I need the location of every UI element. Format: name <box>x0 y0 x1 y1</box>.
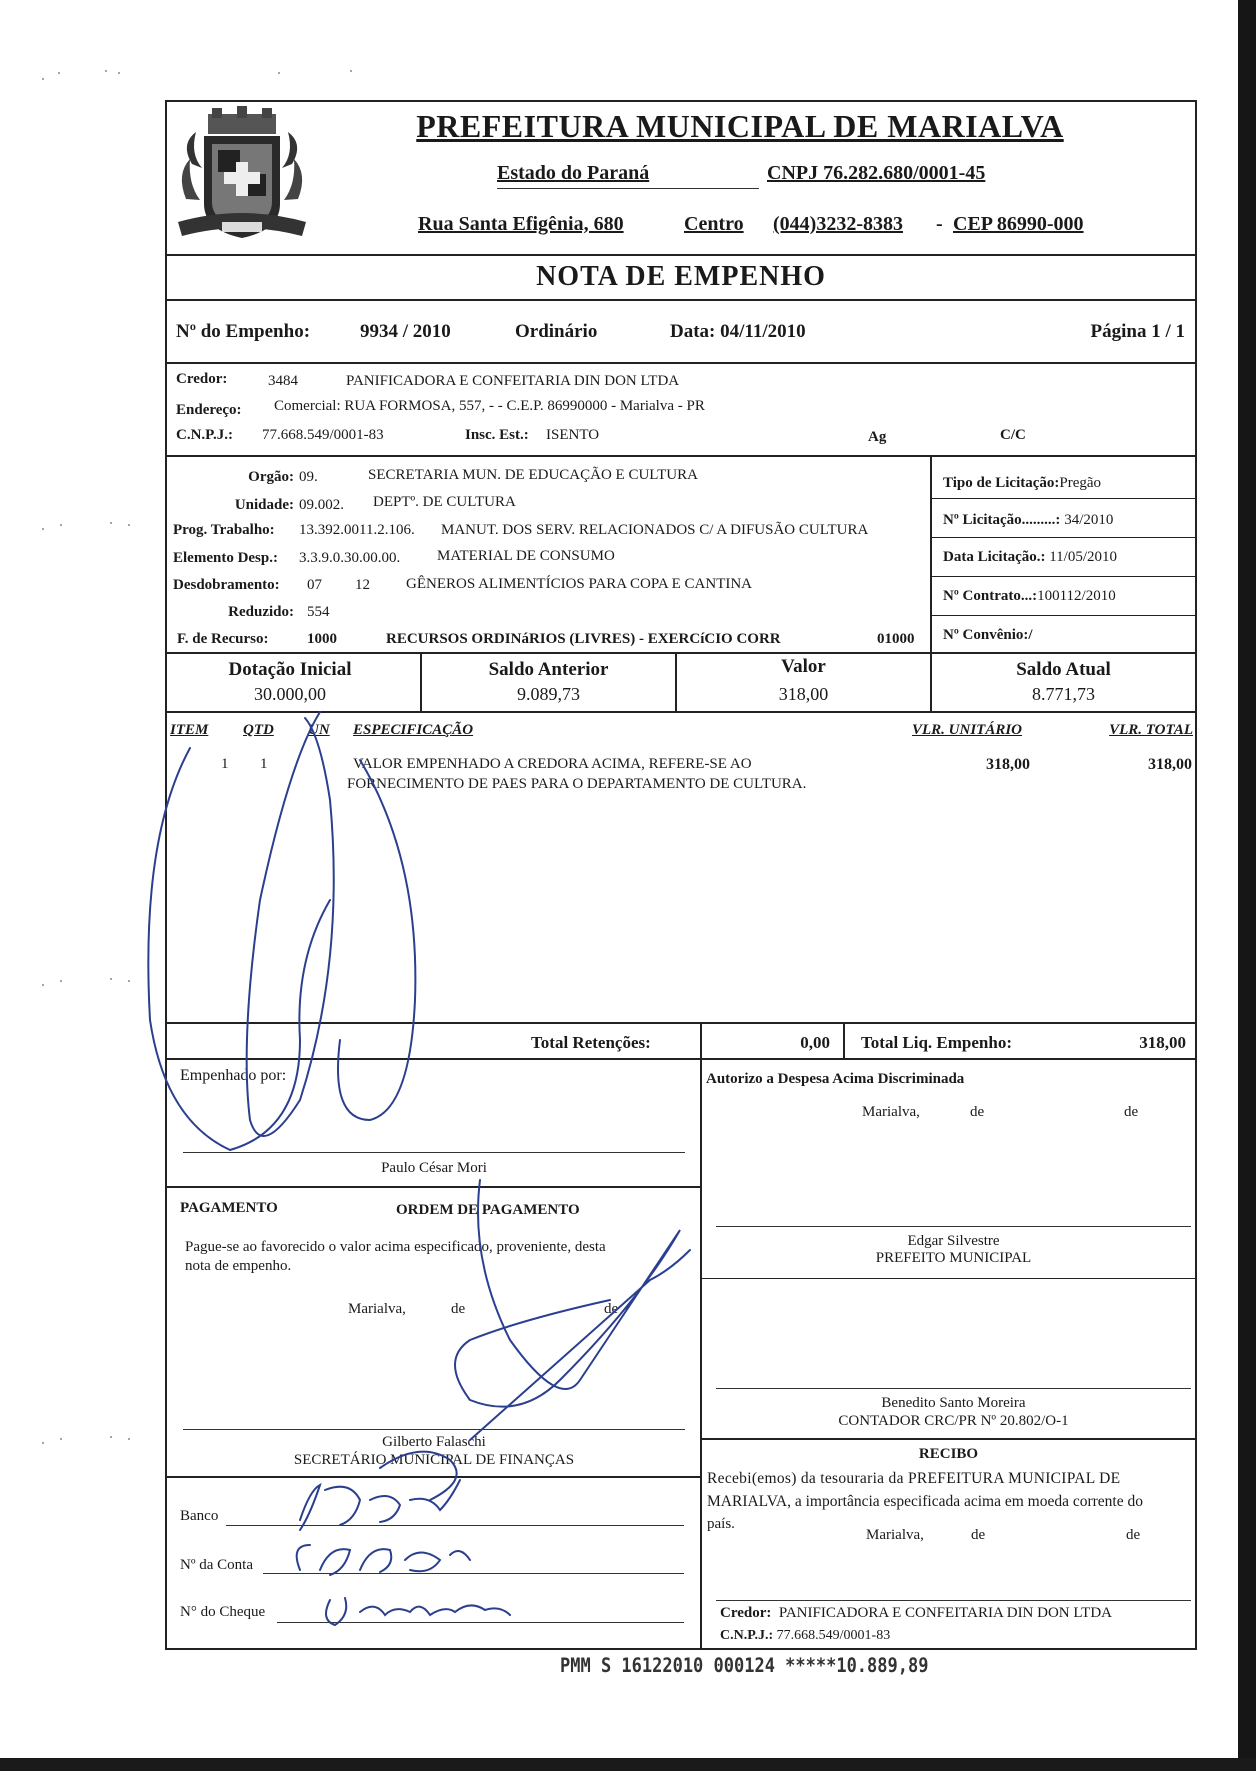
prefeito-name: Edgar Silvestre <box>907 1233 1000 1249</box>
desdobramento-code-1: 07 <box>307 577 322 593</box>
unidade-code: 09.002. <box>299 497 344 513</box>
secretario-title: SECRETÁRIO MUNICIPAL DE FINANÇAS <box>293 1452 575 1468</box>
contador-title: CONTADOR CRC/PR Nº 20.802/O-1 <box>838 1413 1069 1429</box>
empenho-date: Data: 04/11/2010 <box>670 321 806 342</box>
header-neighborhood: Centro <box>684 213 744 235</box>
document-title: NOTA DE EMPENHO <box>536 261 826 292</box>
secretario-name: Gilberto Falaschi <box>382 1434 486 1450</box>
header-cep: CEP 86990-000 <box>953 213 1084 235</box>
endereco-label: Endereço: <box>176 402 242 418</box>
numero-contrato: Nº Contrato...:100112/2010 <box>943 588 1116 604</box>
total-liquido-value: 318,00 <box>1139 1033 1186 1052</box>
col-especificacao: ESPECIFICAÇÃO <box>353 722 474 738</box>
reduzido-code: 554 <box>307 604 330 620</box>
valor-label: Valor <box>781 656 826 677</box>
pague-line-2: nota de empenho. <box>185 1258 292 1274</box>
recibo-de-2: de <box>1126 1527 1141 1543</box>
empenho-number: 9934 / 2010 <box>360 321 451 342</box>
footer-stamp: PMM S 16122010 000124 *****10.889,89 <box>560 1654 929 1678</box>
autorizo-city: Marialva, <box>862 1104 920 1120</box>
handwriting-banco <box>300 1480 460 1530</box>
numero-convenio: Nº Convênio:/ <box>943 627 1033 643</box>
header-phone: (044)3232-8383 <box>773 213 903 235</box>
recibo-label: RECIBO <box>918 1446 979 1462</box>
row-total-value: 318,00 <box>1148 756 1192 773</box>
recurso-name: RECURSOS ORDINáRIOS (LIVRES) - EXERCíCIO CORR <box>386 631 781 647</box>
prog-label: Prog. Trabalho: <box>173 522 275 538</box>
insc-label: Insc. Est.: <box>465 427 529 443</box>
ordem-pagamento-label: ORDEM DE PAGAMENTO <box>396 1202 580 1218</box>
elemento-label: Elemento Desp.: <box>173 550 278 566</box>
signature-loop-outer <box>148 748 330 1150</box>
prefeito-title: PREFEITO MUNICIPAL <box>875 1250 1032 1266</box>
recurso-label: F. de Recurso: <box>177 631 269 647</box>
municipality-title: PREFEITURA MUNICIPAL DE MARIALVA <box>416 108 1064 144</box>
contador-name: Benedito Santo Moreira <box>881 1395 1026 1411</box>
ordem-city: Marialva, <box>348 1301 406 1317</box>
ordem-de-2: de <box>604 1301 619 1317</box>
credor-code: 3484 <box>268 373 298 389</box>
saldo-anterior-label: Saldo Anterior <box>488 659 609 680</box>
ag-label: Ag <box>868 429 887 445</box>
recibo-line-1: Recebi(emos) da tesouraria da PREFEITURA MUNICIPAL DE <box>707 1470 1121 1487</box>
state-name: Estado do Paraná <box>497 162 650 184</box>
credor-label: Credor: <box>176 371 228 387</box>
data-licitacao: Data Licitação.: 11/05/2010 <box>943 549 1118 565</box>
scan-edge-right <box>1238 0 1256 1771</box>
handwriting-cheque <box>326 1598 510 1625</box>
recibo-city: Marialva, <box>866 1527 924 1543</box>
elemento-name: MATERIAL DE CONSUMO <box>437 548 615 564</box>
row-qtd: 1 <box>260 756 268 772</box>
total-liquido-label: Total Liq. Empenho: <box>861 1033 1012 1052</box>
signature-diagonal <box>470 1250 690 1440</box>
col-un: UN <box>308 722 330 738</box>
recurso-code: 1000 <box>307 631 337 647</box>
retencoes-label: Total Retenções: <box>531 1033 651 1052</box>
saldo-atual-label: Saldo Atual <box>1016 659 1111 680</box>
pague-line-1: Pague-se ao favorecido o valor acima especificado, proveniente, desta <box>185 1239 606 1255</box>
recibo-line-3: país. <box>707 1516 735 1532</box>
header-cnpj: CNPJ 76.282.680/0001-45 <box>767 162 986 184</box>
insc-value: ISENTO <box>546 427 600 443</box>
autorizo-label: Autorizo a Despesa Acima Discriminada <box>706 1071 965 1087</box>
handwriting-conta <box>297 1545 470 1575</box>
elemento-code: 3.3.9.0.30.00.00. <box>299 550 401 566</box>
recurso-number: 01000 <box>877 631 915 647</box>
recibo-line-2: MARIALVA, a importância especificada acima em moeda corrente do <box>707 1493 1143 1510</box>
row-spec-line-2: FORNECIMENTO DE PAES PARA O DEPARTAMENTO DE CULTURA. <box>347 776 807 792</box>
col-vlr-total: VLR. TOTAL <box>1109 722 1193 738</box>
valor-value: 318,00 <box>778 684 829 704</box>
desdobramento-code-2: 12 <box>355 577 370 593</box>
cc-label: C/C <box>1000 427 1026 443</box>
row-spec-line-1: VALOR EMPENHADO A CREDORA ACIMA, REFERE-SE AO <box>353 756 752 772</box>
retencoes-value: 0,00 <box>800 1033 830 1052</box>
autorizo-de-1: de <box>970 1104 985 1120</box>
desdobramento-label: Desdobramento: <box>173 577 280 593</box>
autorizo-de-2: de <box>1124 1104 1139 1120</box>
empenho-number-label: Nº do Empenho: <box>176 321 311 342</box>
credor-name: PANIFICADORA E CONFEITARIA DIN DON LTDA <box>346 373 680 389</box>
tipo-licitacao: Tipo de Licitação:Pregão <box>943 475 1102 491</box>
recibo-de-1: de <box>971 1527 986 1543</box>
reduzido-label: Reduzido: <box>228 604 294 620</box>
orgao-label: Orgão: <box>248 469 294 485</box>
header-address: Rua Santa Efigênia, 680 <box>418 213 624 235</box>
endereco-value: Comercial: RUA FORMOSA, 557, - - C.E.P. 86990000 - Marialva - PR <box>274 398 705 414</box>
dotacao-value: 30.000,00 <box>254 684 326 704</box>
coat-of-arms-logo <box>172 104 312 254</box>
row-item: 1 <box>221 756 229 772</box>
empenho-type: Ordinário <box>515 321 598 342</box>
empenhado-label: Empenhado por: <box>180 1067 287 1084</box>
prog-code: 13.392.0011.2.106. <box>299 522 415 538</box>
col-item: ITEM <box>170 722 209 738</box>
orgao-name: SECRETARIA MUN. DE EDUCAÇÃO E CULTURA <box>368 467 698 483</box>
page-number: Página 1 / 1 <box>1090 321 1185 342</box>
header-separator: - <box>936 213 943 235</box>
recibo-credor: Credor: PANIFICADORA E CONFEITARIA DIN DON LTDA <box>720 1605 1113 1621</box>
recibo-credor-cnpj: C.N.P.J.: 77.668.549/0001-83 <box>720 1628 891 1643</box>
row-unit-value: 318,00 <box>986 756 1030 773</box>
orgao-code: 09. <box>299 469 318 485</box>
pagamento-label: PAGAMENTO <box>180 1200 278 1216</box>
cheque-label: N° do Cheque <box>180 1604 266 1620</box>
cnpj-label: C.N.P.J.: <box>176 427 233 443</box>
col-qtd: QTD <box>243 722 274 738</box>
saldo-anterior-value: 9.089,73 <box>517 684 580 704</box>
unidade-label: Unidade: <box>234 497 294 513</box>
empenhado-name: Paulo César Mori <box>381 1160 487 1176</box>
banco-label: Banco <box>180 1508 219 1524</box>
conta-label: Nº da Conta <box>180 1557 253 1573</box>
cnpj-value: 77.668.549/0001-83 <box>262 427 384 443</box>
unidade-name: DEPTº. DE CULTURA <box>373 494 516 510</box>
scan-edge-bottom <box>0 1758 1256 1771</box>
prog-name: MANUT. DOS SERV. RELACIONADOS C/ A DIFUSÃO CULTURA <box>441 522 869 538</box>
ordem-de-1: de <box>451 1301 466 1317</box>
desdobramento-name: GÊNEROS ALIMENTÍCIOS PARA COPA E CANTINA <box>406 576 753 592</box>
numero-licitacao: Nº Licitação.........: 34/2010 <box>943 512 1114 528</box>
signature-loop-inner <box>338 760 415 1120</box>
dotacao-label: Dotação Inicial <box>228 659 352 680</box>
saldo-atual-value: 8.771,73 <box>1032 684 1095 704</box>
col-vlr-unitario: VLR. UNITÁRIO <box>912 722 1023 738</box>
